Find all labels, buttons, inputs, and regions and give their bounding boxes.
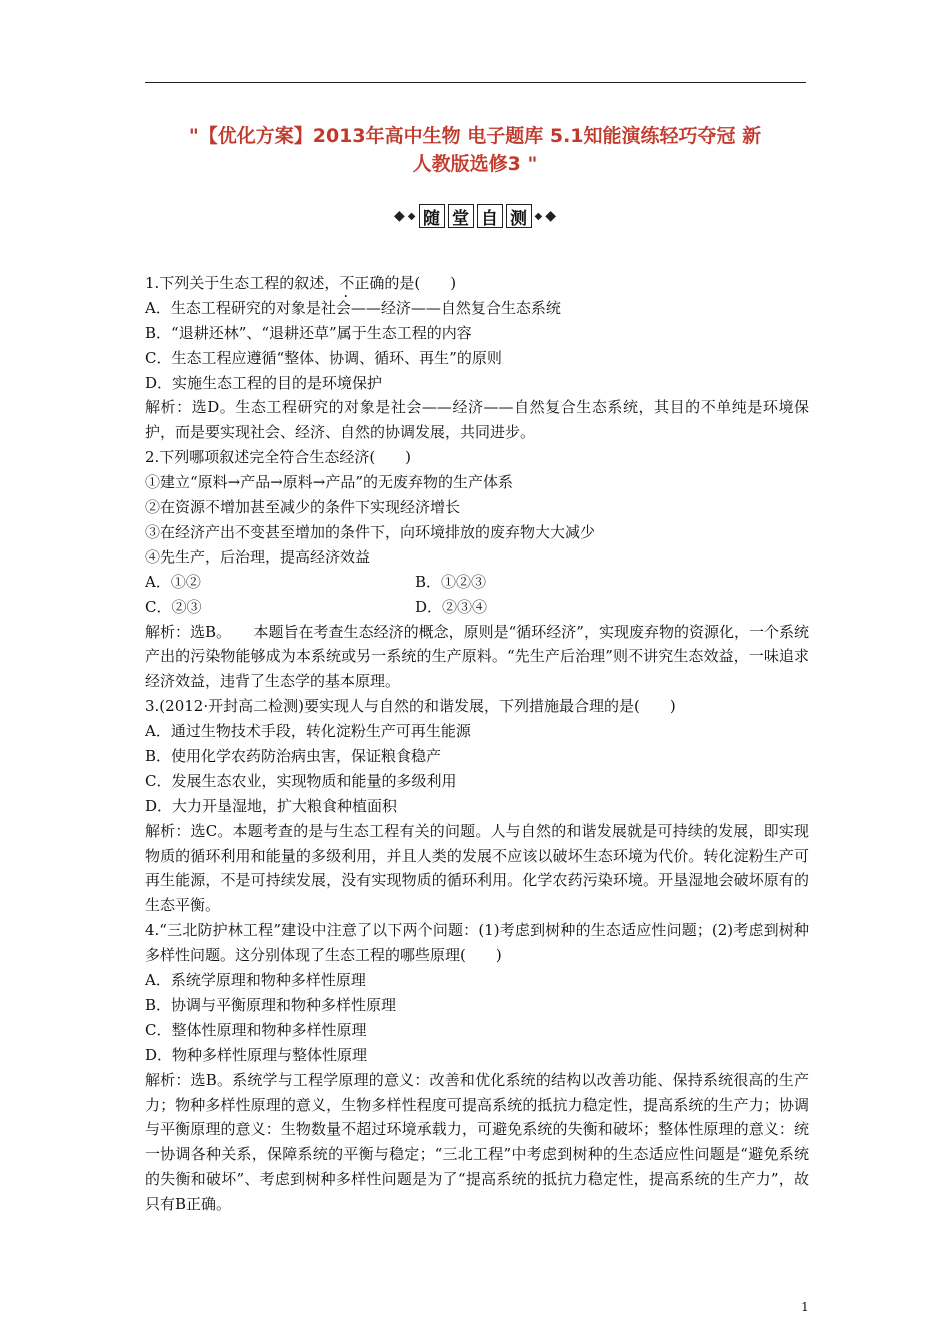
- question-1-option-a: A．生态工程研究的对象是社会——经济——自然复合生态系统: [145, 298, 561, 317]
- question-3-option-d: D．大力开垦湿地，扩大粮食种植面积: [145, 796, 398, 815]
- question-2-analysis: 解析：选B。 本题旨在考查生态经济的概念，原则是“循环经济”，实现废弃物的资源化，一个系统产出的污染物能够成为本系统或另一系统的生产原料。“先生产后治理”则不讲究生态效益，一味追求经济效益，违背了生态学的基本原理。: [145, 622, 809, 691]
- question-2-option-b: B．①②③: [415, 572, 487, 591]
- question-2-option-a: A．①②: [145, 572, 201, 591]
- question-2-option-d: D．②③④: [415, 597, 488, 616]
- diamond-icon: ◆: [407, 210, 416, 222]
- question-2-item-3: ③在经济产出不变甚至增加的条件下，向环境排放的废弃物大大减少: [145, 522, 596, 541]
- question-4-option-c: C．整体性原理和物种多样性原理: [145, 1020, 367, 1039]
- diamond-icon: ◆: [534, 210, 543, 222]
- question-4-option-a: A．系统学原理和物种多样性原理: [145, 971, 366, 990]
- question-1-stem: 1.下列关于生态工程的叙述，不正确的是( ): [145, 274, 457, 292]
- banner-char: 自: [477, 204, 503, 228]
- question-3-stem: 3.(2012·开封高二检测)要实现人与自然的和谐发展，下列措施最合理的是( ): [145, 697, 676, 716]
- question-2-item-4: ④先生产，后治理，提高经济效益: [145, 547, 371, 566]
- page-number: 1: [801, 1300, 809, 1314]
- question-1-analysis: 解析：选D。生态工程研究的对象是社会——经济——自然复合生态系统，其目的不单纯是环境保护，而是要实现社会、经济、自然的协调发展，共同进步。: [145, 398, 809, 442]
- banner-char: 测: [506, 204, 532, 228]
- question-2-stem: 2.下列哪项叙述完全符合生态经济( ): [145, 448, 412, 467]
- header-rule: [145, 82, 806, 83]
- question-3-option-b: B．使用化学农药防治病虫害，保证粮食稳产: [145, 747, 442, 765]
- diamond-icon: ◆: [545, 208, 556, 224]
- document-title: [130, 122, 820, 178]
- question-4-option-d: D．物种多样性原理与整体性原理: [145, 1045, 368, 1064]
- question-1-option-b: B．“退耕还林”、“退耕还草”属于生态工程的内容: [145, 323, 472, 342]
- diamond-icon: ◆: [394, 208, 405, 224]
- question-2-item-1: ①建立“原料→产品→原料→产品”的无废弃物的生产体系: [145, 473, 514, 492]
- question-4-stem: 4.“三北防护林工程”建设中注意了以下两个问题：(1)考虑到树种的生态适应性问题；(2)考虑到树种多样性问题。这分别体现了生态工程的哪些原理( ): [145, 921, 809, 965]
- emphasis-dot: 不: [339, 274, 355, 292]
- question-4-analysis: 解析：选B。系统学与工程学原理的意义：改善和优化系统的结构以改善功能、保持系统很高的生产力；物种多样性原理的意义，生物多样性程度可提高系统的抵抗力稳定性，提高系统的生产力；协调与平衡原理的意义：生物数量不超过环境承载力，可避免系统的失衡和破坏；整体性原理的意义：统一协调各种关系，保障系统的平衡与稳定；“三北工程”中考虑到树种的生态适应性问题是“避免系统的失衡和破坏”、考虑到树种多样性问题是为了“提高系统的抵抗力稳定性，提高系统的生产力”，故只有B正确。: [145, 1070, 809, 1214]
- question-3-option-c: C．发展生态农业，实现物质和能量的多级利用: [145, 771, 457, 790]
- question-3-option-a: A．通过生物技术手段，转化淀粉生产可再生能源: [145, 722, 471, 741]
- question-1-option-c: C．生态工程应遵循“整体、协调、循环、再生”的原则: [145, 348, 502, 367]
- question-2-options-row-1: [145, 570, 809, 595]
- banner-char: 堂: [448, 204, 474, 228]
- question-4-option-b: B．协调与平衡原理和物种多样性原理: [145, 996, 397, 1014]
- title-line-1: "【优化方案】2013年高中生物 电子题库 5.1知能演练轻巧夺冠 新: [188, 125, 762, 147]
- section-banner: [372, 203, 578, 229]
- question-list: [145, 271, 809, 1217]
- question-1-option-d: D．实施生态工程的目的是环境保护: [145, 373, 383, 392]
- question-2-options-row-2: [145, 595, 809, 620]
- question-2-item-2: ②在资源不增加甚至减少的条件下实现经济增长: [145, 498, 461, 517]
- question-2-option-c: C．②③: [145, 597, 202, 616]
- banner-char: 随: [419, 204, 445, 228]
- question-3-analysis: 解析：选C。本题考查的是与生态工程有关的问题。人与自然的和谐发展就是可持续的发展，即实现物质的循环利用和能量的多级利用，并且人类的发展不应该以破坏生态环境为代价。转化淀粉生产可再生能源，不是可持续发展，没有实现物质的循环利用。化学农药污染环境。开垦湿地会破坏原有的生态平衡。: [145, 821, 809, 915]
- title-line-2: 人教版选修3 ": [412, 153, 538, 175]
